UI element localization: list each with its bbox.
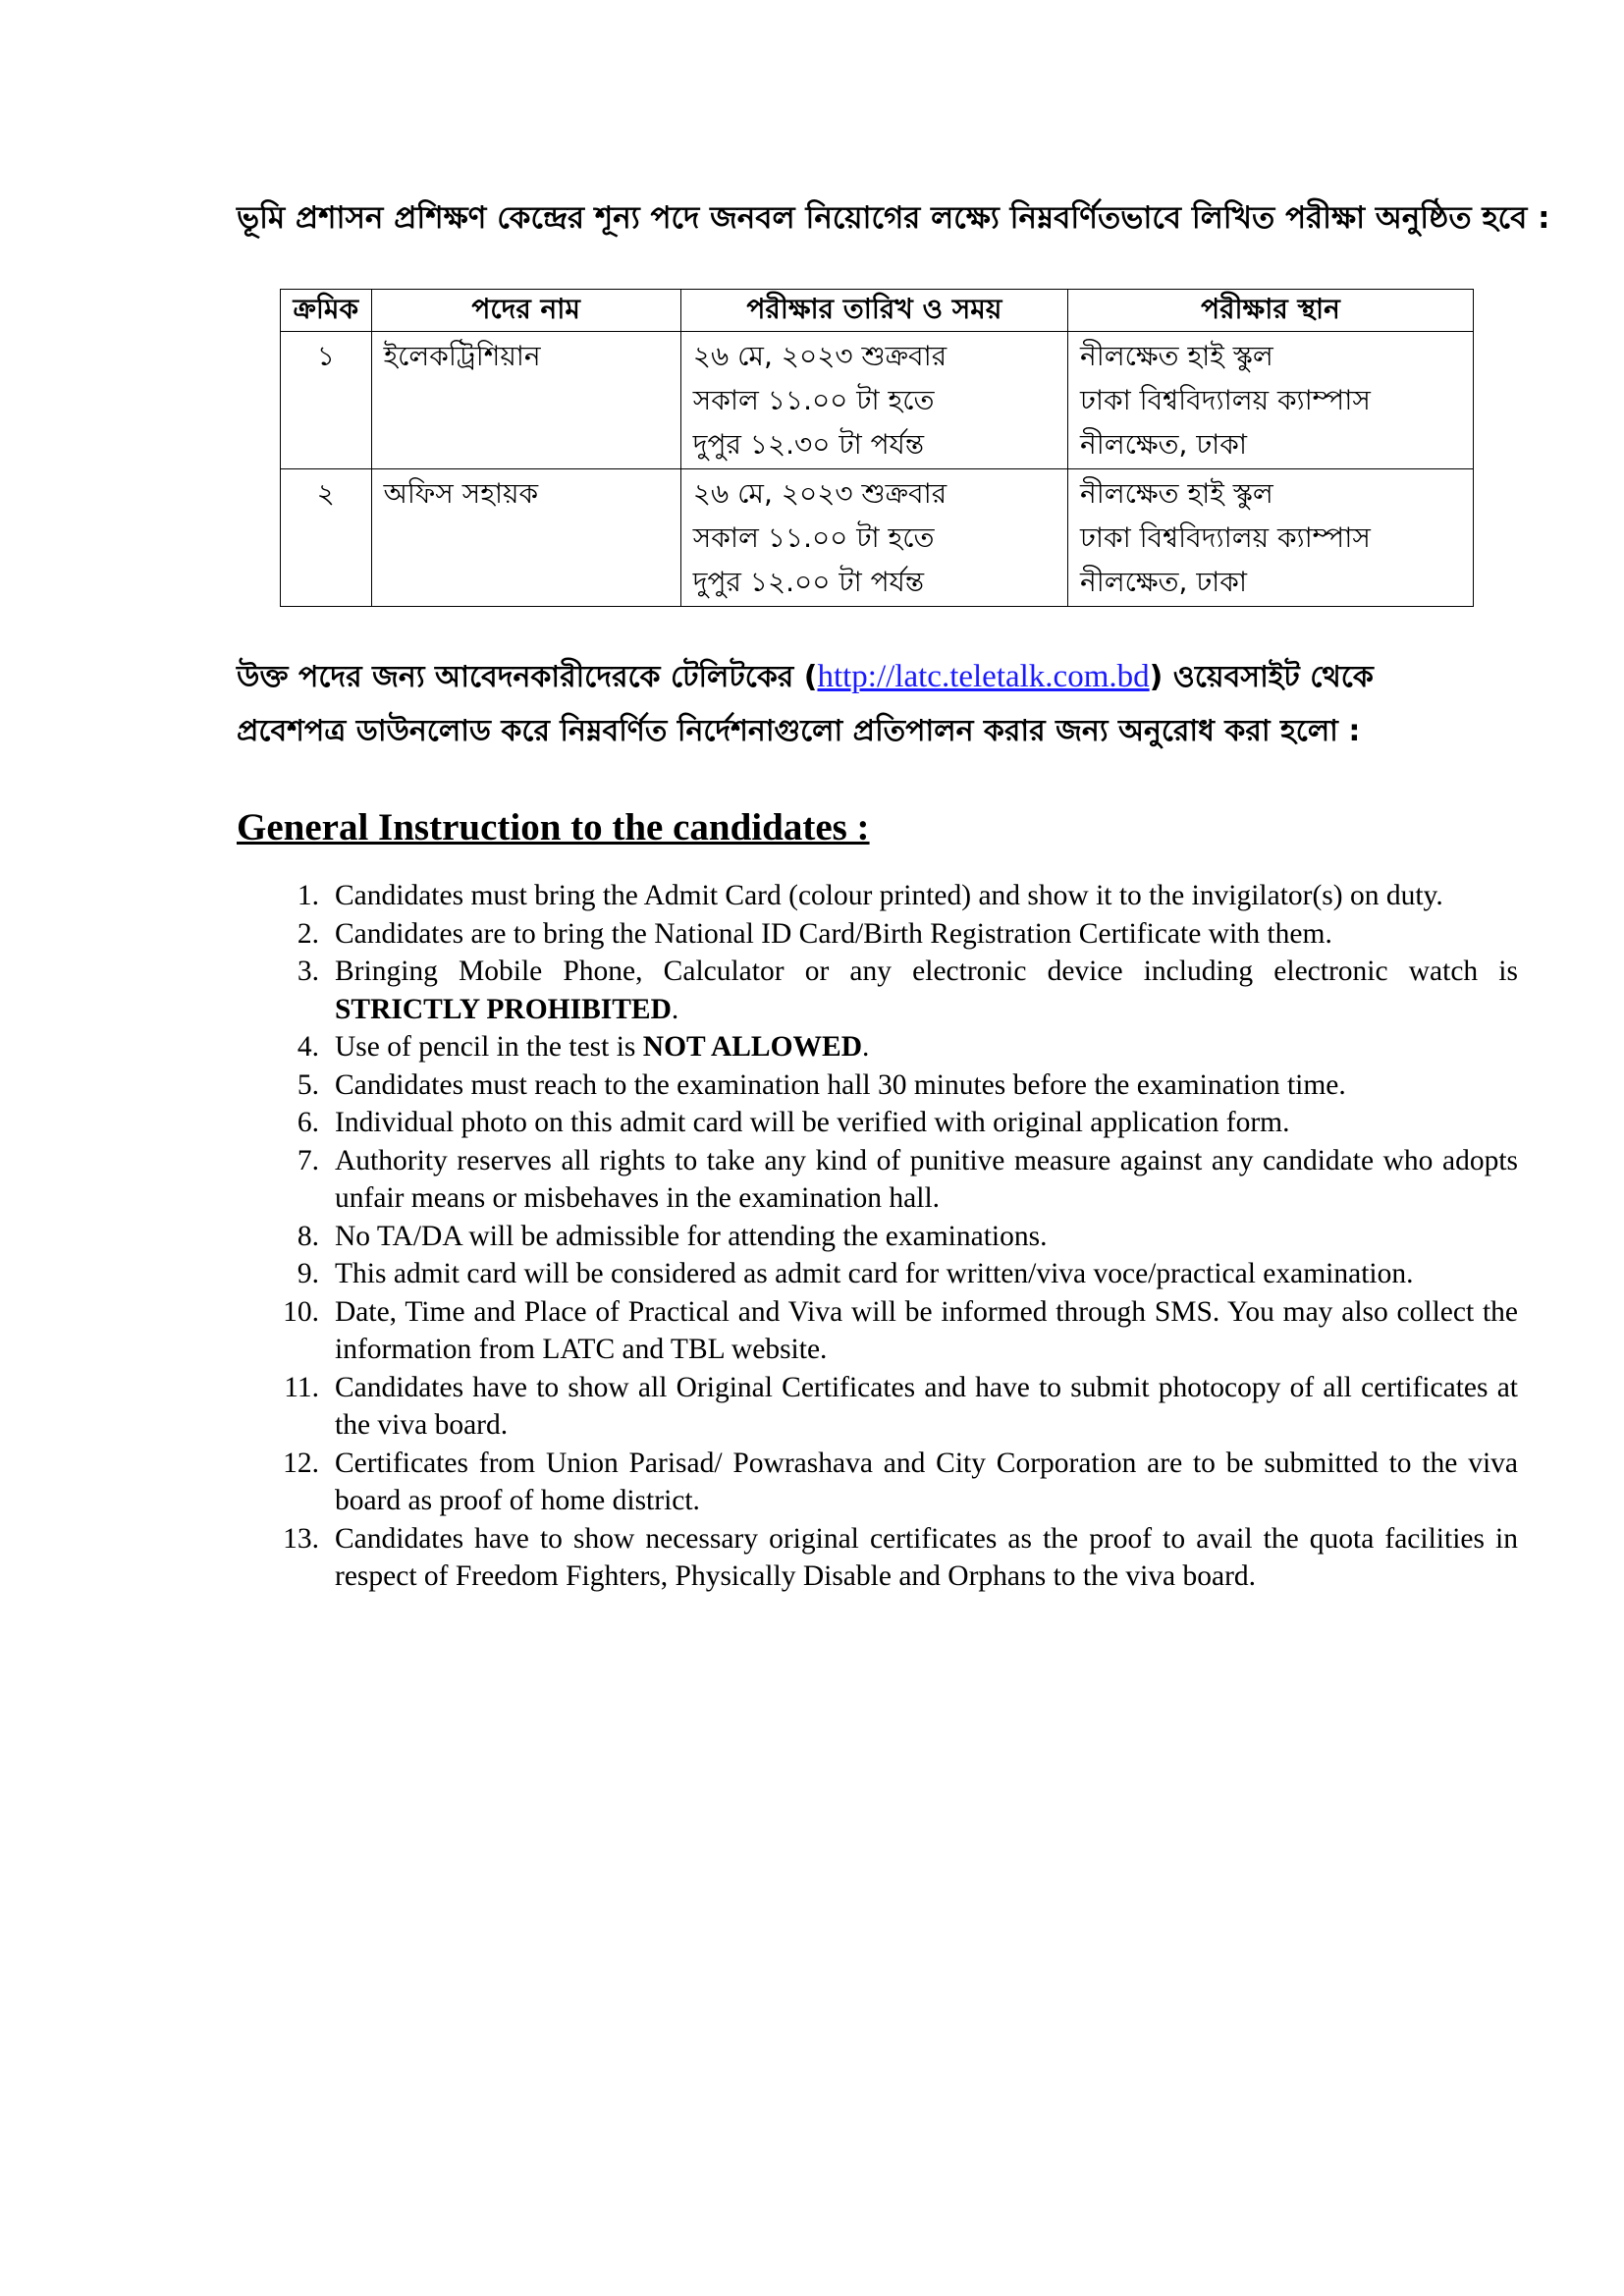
note-text-before-link: উক্ত পদের জন্য আবেদনকারীদেরকে টেলিটকের ( (237, 660, 818, 694)
table-row (281, 469, 1474, 607)
table-header-row (281, 290, 1474, 332)
instruction-emphasis: STRICTLY PROHIBITED (335, 993, 672, 1025)
intro-text: ভূমি প্রশাসন প্রশিক্ষণ কেন্দ্রের শূন্য পদে জনবল নিয়োগের লক্ষ্যে নিম্নবর্ণিতভাবে লিখিত পরীক্ষা অনুষ্ঠিত হবে : (237, 200, 1550, 236)
row-serial: ২ (281, 469, 372, 607)
venue-line: ঢাকা বিশ্ববিদ্যালয় ক্যাম্পাস (1080, 384, 1371, 416)
instruction-text (335, 1107, 1289, 1138)
instruction-text (335, 1221, 1047, 1252)
teletalk-link[interactable]: http://latc.teletalk.com.bd (817, 659, 1150, 694)
instruction-item (237, 1218, 1518, 1256)
instruction-item (237, 1293, 1518, 1369)
instruction-text-main: Authority reserves all rights to take any kind of punitive measure against any candidate who adopts unfair means or misbehaves in the examination hall. (335, 1144, 1518, 1214)
instruction-text (335, 1031, 869, 1063)
instruction-emphasis: NOT ALLOWED (642, 1031, 863, 1063)
instruction-number: 5. (297, 1068, 319, 1101)
instruction-text (335, 1523, 1518, 1593)
venue-line: ঢাকা বিশ্ববিদ্যালয় ক্যাম্পাস (1080, 521, 1371, 554)
row-post-name: অফিস সহায়ক (371, 469, 680, 607)
instruction-item (237, 1142, 1518, 1218)
instruction-number: 8. (297, 1220, 319, 1252)
instruction-item (237, 953, 1518, 1028)
instruction-item (237, 1445, 1518, 1520)
instruction-text (335, 1145, 1518, 1215)
venue-line: নীলক্ষেত হাই স্কুল (1080, 340, 1273, 372)
header-post-name: পদের নাম (371, 290, 680, 332)
instruction-text-main: No TA/DA will be admissible for attending the examinations. (335, 1220, 1048, 1252)
row-post-name: ইলেকট্রিশিয়ান (371, 332, 680, 469)
instruction-text-main: Candidates have to show necessary original certificates as the proof to avail the quota facilities in respect of Freedom Fighters, Physically Disable and Orphans to the viva board. (335, 1522, 1518, 1592)
instruction-text (335, 1069, 1346, 1101)
venue-line: নীলক্ষেত, ঢাকা (1080, 566, 1248, 598)
row-datetime (680, 469, 1067, 607)
datetime-line: ২৬ মে, ২০২৩ শুক্রবার (692, 340, 947, 372)
instruction-item (237, 1028, 1518, 1066)
instruction-number: 2. (297, 917, 319, 950)
datetime-line: ২৬ মে, ২০২৩ শুক্রবার (692, 477, 947, 510)
instruction-text-main: Candidates are to bring the National ID Card/Birth Registration Certificate with them. (335, 917, 1332, 950)
instruction-number: 7. (297, 1144, 319, 1176)
datetime-line: সকাল ১১.০০ টা হতে (692, 384, 935, 416)
row-venue (1068, 469, 1474, 607)
instruction-text (335, 1258, 1413, 1289)
instructions-heading: General Instruction to the candidates : (237, 806, 870, 848)
instruction-number: 11. (284, 1371, 319, 1403)
instruction-text (335, 1448, 1518, 1517)
instruction-item (237, 915, 1518, 954)
row-venue (1068, 332, 1474, 469)
instruction-text (335, 956, 1518, 1025)
exam-schedule-table (280, 289, 1474, 607)
instruction-text (335, 880, 1443, 911)
datetime-line: দুপুর ১২.৩০ টা পর্যন্ত (692, 428, 925, 461)
download-note (237, 650, 1533, 758)
header-exam-venue: পরীক্ষার স্থান (1068, 290, 1474, 332)
header-serial: ক্রমিক (281, 290, 372, 332)
instructions-list (237, 877, 1518, 1596)
instruction-text (335, 1372, 1518, 1442)
instruction-text (335, 918, 1332, 950)
venue-line: নীলক্ষেত হাই স্কুল (1080, 477, 1273, 510)
instruction-number: 9. (297, 1258, 319, 1289)
instruction-number: 3. (297, 956, 319, 987)
instruction-number: 12. (283, 1447, 319, 1479)
datetime-line: দুপুর ১২.০০ টা পর্যন্ত (692, 566, 925, 598)
instruction-text-main: Certificates from Union Parisad/ Powrashava and City Corporation are to be submitted to the viva board as proof of home district. (335, 1447, 1518, 1516)
instruction-item (237, 1520, 1518, 1596)
instruction-item (237, 1066, 1518, 1105)
venue-line: নীলক্ষেত, ঢাকা (1080, 428, 1248, 461)
instruction-text-end: . (671, 993, 679, 1025)
instruction-text-main: This admit card will be considered as admit card for written/viva voce/practical examination. (335, 1258, 1414, 1289)
instruction-text-end: . (862, 1031, 870, 1063)
instruction-item (237, 1255, 1518, 1293)
instruction-text-main: Date, Time and Place of Practical and Viva will be informed through SMS. You may also collect the information from LATC and TBL website. (335, 1295, 1518, 1365)
note-text-after-link: ) ওয়েবসাইট থেকে (1149, 660, 1374, 694)
row-serial: ১ (281, 332, 372, 469)
instruction-number: 4. (297, 1031, 319, 1063)
instruction-item (237, 877, 1518, 915)
instruction-text-main: Use of pencil in the test is (335, 1031, 643, 1063)
instruction-number: 6. (297, 1107, 319, 1138)
instruction-text-main: Individual photo on this admit card will be verified with original application form. (335, 1107, 1290, 1138)
instruction-text-main: Candidates must reach to the examination hall 30 minutes before the examination time. (335, 1068, 1346, 1101)
instruction-text-main: Candidates must bring the Admit Card (colour printed) and show it to the invigilator(s) on duty. (335, 880, 1443, 911)
instruction-item (237, 1369, 1518, 1445)
instruction-text-main: Bringing Mobile Phone, Calculator or any electronic device including electronic watch is (335, 956, 1518, 987)
table-row (281, 332, 1474, 469)
instruction-text (335, 1296, 1518, 1366)
row-datetime (680, 332, 1067, 469)
note-line-2: প্রবেশপত্র ডাউনলোড করে নিম্নবর্ণিত নির্দেশনাগুলো প্রতিপালন করার জন্য অনুরোধ করা হলো : (237, 714, 1361, 748)
instruction-number: 1. (297, 880, 319, 911)
instruction-number: 10. (283, 1295, 319, 1328)
datetime-line: সকাল ১১.০০ টা হতে (692, 521, 935, 554)
note-line-1 (237, 650, 1533, 704)
instruction-text-main: Candidates have to show all Original Certificates and have to submit photocopy of all certificates at the viva board. (335, 1371, 1518, 1441)
instruction-item (237, 1104, 1518, 1142)
header-exam-datetime: পরীক্ষার তারিখ ও সময় (680, 290, 1067, 332)
instruction-number: 13. (283, 1522, 319, 1555)
